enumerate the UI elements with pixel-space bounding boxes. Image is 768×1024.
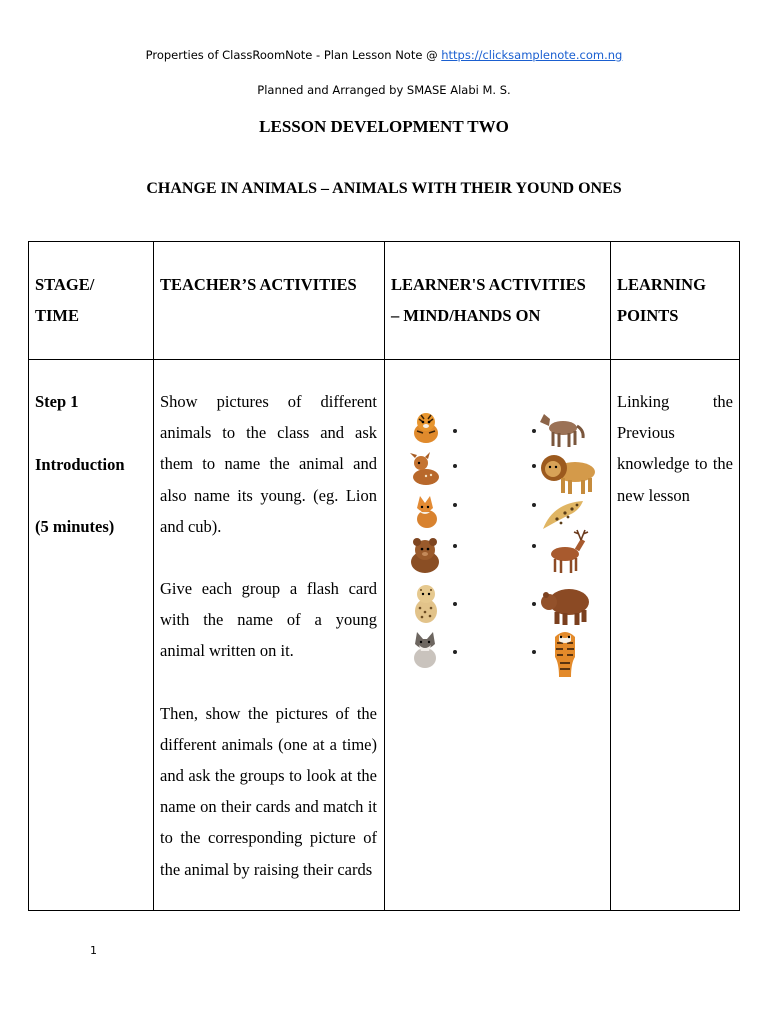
bear-cub-icon <box>407 536 443 574</box>
stage-time: (5 minutes) <box>35 517 115 536</box>
stage-step: Step 1 <box>35 392 79 411</box>
tiger-icon <box>545 627 585 679</box>
header-learner-line2: – MIND/HANDS ON <box>391 306 541 326</box>
header-link[interactable]: https://clicksamplenote.com.ng <box>441 48 623 62</box>
header-prefix: Properties of ClassRoomNote - Plan Lesson Note @ <box>145 48 442 62</box>
deer-icon <box>541 528 591 574</box>
match-dot <box>532 429 536 433</box>
teacher-activities <box>160 386 377 885</box>
page-number: 1 <box>90 944 97 957</box>
bear-icon <box>539 582 593 626</box>
header-row-divider <box>29 359 739 360</box>
fawn-icon <box>407 449 443 487</box>
header-learning: LEARNING <box>617 275 706 294</box>
match-dot <box>532 544 536 548</box>
teacher-paragraph-3: Then, show the pictures of the different animals (one at a time) and ask the groups to look at the name on their cards and match it to the corresponding picture of the animal by raising their cards <box>160 703 377 879</box>
match-dot <box>453 602 457 606</box>
learning-points-text: Linking the Previous knowledge to the new lesson <box>617 392 733 505</box>
match-dot <box>532 503 536 507</box>
document-title: LESSON DEVELOPMENT TWO <box>259 117 509 136</box>
match-dot <box>453 464 457 468</box>
column-divider <box>610 242 611 910</box>
match-dot <box>453 503 457 507</box>
fox-cub-icon <box>409 492 443 530</box>
teacher-paragraph-1: Show pictures of different animals to the class and ask them to name the animal and also name its young. (eg. Lion and cub). <box>160 392 377 536</box>
header-points: POINTS <box>617 306 679 326</box>
document-subtitle: CHANGE IN ANIMALS – ANIMALS WITH THEIR YOUND ONES <box>146 180 622 197</box>
leopard-cub-icon <box>409 581 443 625</box>
header-stage: STAGE/ <box>35 275 95 294</box>
header-learner-line1: LEARNER'S ACTIVITIES <box>391 275 586 294</box>
header-line-1 <box>0 48 768 62</box>
column-divider <box>153 242 154 910</box>
header-stage-time <box>35 269 147 331</box>
header-time: TIME <box>35 306 80 326</box>
match-dot <box>532 464 536 468</box>
match-dot <box>453 429 457 433</box>
wolf-icon <box>537 408 585 450</box>
lesson-table <box>28 241 740 911</box>
header-teacher-activities: TEACHER’S ACTIVITIES <box>160 275 357 294</box>
stage-name: Introduction <box>35 455 125 474</box>
header-learning-points <box>617 269 735 331</box>
tiger-cub-icon <box>409 409 443 445</box>
column-divider <box>384 242 385 910</box>
match-dot <box>453 650 457 654</box>
header-line-2: Planned and Arranged by SMASE Alabi M. S. <box>257 83 511 97</box>
match-dot <box>532 650 536 654</box>
header-learner-activities <box>391 269 606 331</box>
match-dot <box>453 544 457 548</box>
teacher-paragraph-2: Give each group a flash card with the name of a young animal written on it. <box>160 579 377 661</box>
lion-icon <box>539 450 601 496</box>
animal-matching-image <box>405 406 595 681</box>
match-dot <box>532 602 536 606</box>
wolf-pup-icon <box>407 628 443 670</box>
